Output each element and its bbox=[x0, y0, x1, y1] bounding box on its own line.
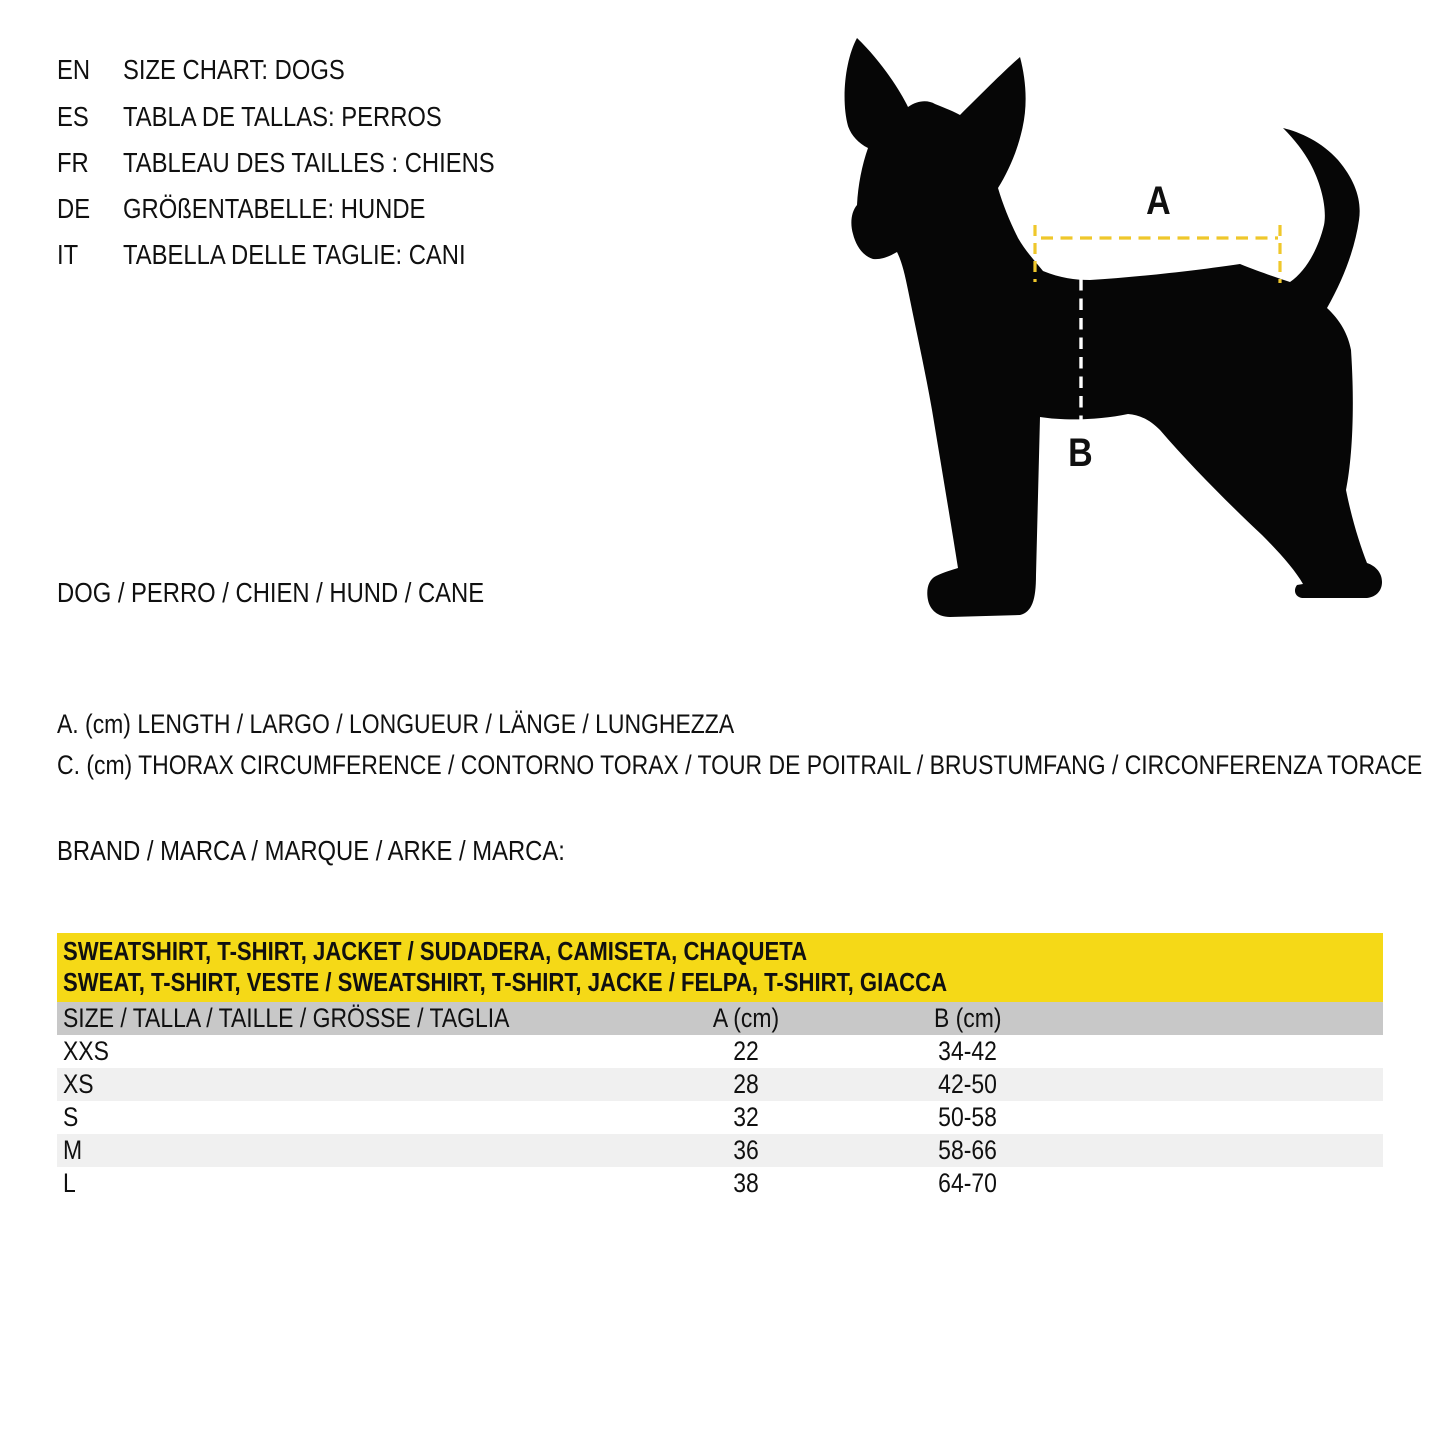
column-header-a: A (cm) bbox=[712, 1003, 780, 1033]
language-title: SIZE CHART: DOGS bbox=[123, 54, 345, 85]
cell-a: 28 bbox=[733, 1069, 759, 1099]
language-list bbox=[0, 53, 700, 273]
cell-a: 36 bbox=[733, 1135, 759, 1165]
cell-size: XS bbox=[63, 1069, 94, 1099]
cell-b: 34-42 bbox=[938, 1036, 998, 1066]
cell-size: XXS bbox=[63, 1036, 109, 1066]
measurement-legend-c: C. (cm) THORAX CIRCUMFERENCE / CONTORNO TORAX / TOUR DE POITRAIL / BRUSTUMFANG / CIRCONFERENZA TORACE bbox=[57, 750, 1423, 780]
cell-a: 32 bbox=[733, 1102, 759, 1132]
language-title: TABLA DE TALLAS: PERROS bbox=[123, 101, 442, 132]
language-code: DE bbox=[57, 193, 91, 224]
table-title-line1: SWEATSHIRT, T-SHIRT, JACKET / SUDADERA, CAMISETA, CHAQUETA bbox=[63, 936, 808, 966]
table-title-band bbox=[57, 933, 1383, 1002]
cell-b: 50-58 bbox=[938, 1102, 998, 1132]
cell-a: 22 bbox=[733, 1036, 759, 1066]
table-row-s bbox=[57, 1101, 1383, 1134]
cell-b: 58-66 bbox=[938, 1135, 998, 1165]
dog-body-shape bbox=[845, 38, 1382, 617]
language-code: EN bbox=[57, 54, 91, 85]
table-row-m bbox=[57, 1134, 1383, 1167]
table-row-xxs bbox=[57, 1035, 1383, 1068]
dog-silhouette bbox=[810, 20, 1430, 640]
measurement-label-b: B bbox=[1067, 431, 1093, 475]
table-row-xs bbox=[57, 1068, 1383, 1101]
column-header-b: B (cm) bbox=[934, 1003, 1002, 1033]
language-code: IT bbox=[57, 239, 79, 270]
column-header-size: SIZE / TALLA / TAILLE / GRÖSSE / TAGLIA bbox=[63, 1003, 510, 1033]
language-title: GRÖßENTABELLE: HUNDE bbox=[123, 193, 426, 224]
language-row-en bbox=[0, 53, 700, 87]
language-code: FR bbox=[57, 147, 89, 178]
measurement-legend-a: A. (cm) LENGTH / LARGO / LONGUEUR / LÄNGE / LUNGHEZZA bbox=[57, 709, 735, 739]
cell-b: 42-50 bbox=[938, 1069, 998, 1099]
language-title: TABELLA DELLE TAGLIE: CANI bbox=[123, 239, 466, 270]
language-code: ES bbox=[57, 101, 89, 132]
table-header-row bbox=[57, 1002, 1383, 1035]
language-title: TABLEAU DES TAILLES : CHIENS bbox=[123, 147, 495, 178]
size-table bbox=[57, 933, 1383, 1197]
cell-size: S bbox=[63, 1102, 79, 1132]
language-row-fr bbox=[0, 146, 700, 180]
table-row-l bbox=[57, 1167, 1383, 1200]
language-row-it bbox=[0, 238, 700, 272]
brand-line: BRAND / MARCA / MARQUE / ARKE / MARCA: bbox=[57, 835, 565, 866]
language-row-de bbox=[0, 192, 700, 226]
cell-a: 38 bbox=[733, 1168, 759, 1198]
cell-size: M bbox=[63, 1135, 83, 1165]
cell-b: 64-70 bbox=[938, 1168, 998, 1198]
measurement-label-a: A bbox=[1145, 179, 1171, 223]
language-row-es bbox=[0, 100, 700, 134]
table-title-line2: SWEAT, T-SHIRT, VESTE / SWEATSHIRT, T-SHIRT, JACKE / FELPA, T-SHIRT, GIACCA bbox=[63, 967, 948, 997]
animal-caption: DOG / PERRO / CHIEN / HUND / CANE bbox=[57, 577, 485, 608]
cell-size: L bbox=[63, 1168, 76, 1198]
